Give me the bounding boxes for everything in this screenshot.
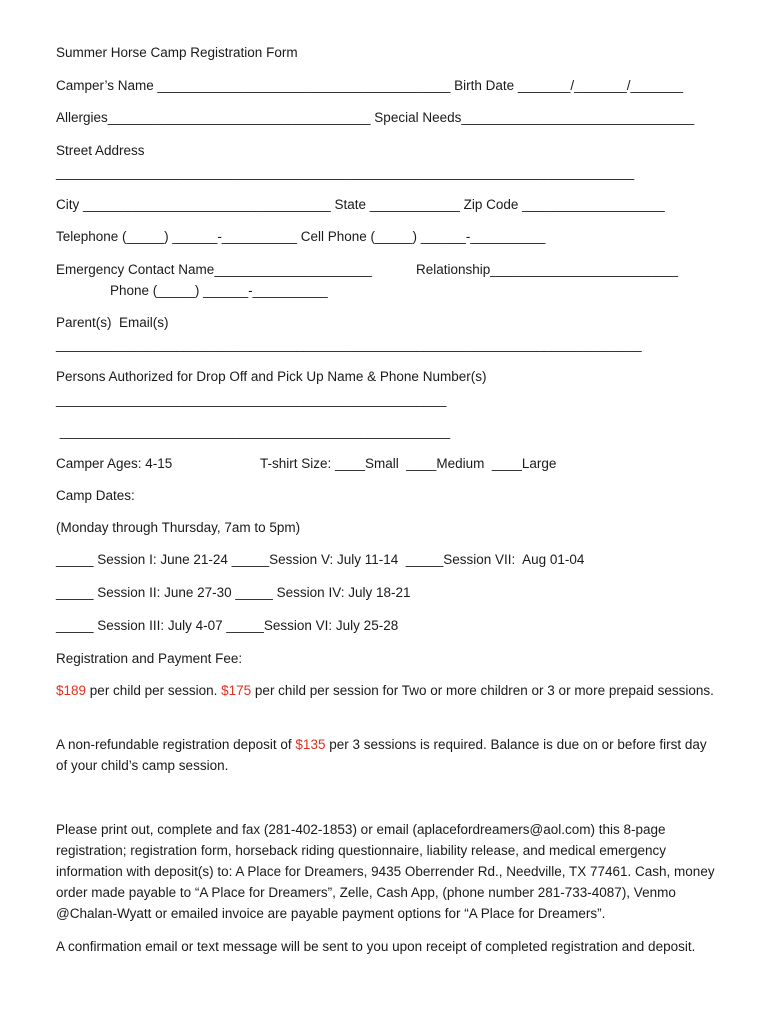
parent-email-line: ______________________________________________________________________________ <box>56 337 642 352</box>
emergency-phone-line: Phone (_____) ______-__________ <box>110 283 328 298</box>
camper-ages: Camper Ages: 4-15 <box>56 456 173 471</box>
deposit-paragraph <box>56 734 716 776</box>
emergency-contact-line: Emergency Contact Name_____________________ <box>56 262 372 277</box>
deposit-text-1: A non-refundable registration deposit of <box>56 737 296 752</box>
authorized-persons-line-1: ____________________________________________________ <box>56 392 447 407</box>
deposit-price: $135 <box>295 737 326 752</box>
camp-schedule: (Monday through Thursday, 7am to 5pm) <box>56 520 301 535</box>
sessions-row-2: _____ Session II: June 27-30 _____ Session IV: July 18-21 <box>56 585 411 600</box>
form-title: Summer Horse Camp Registration Form <box>56 45 298 60</box>
street-address-line: _____________________________________________________________________________ <box>56 165 635 180</box>
fee-label: Registration and Payment Fee: <box>56 651 243 666</box>
telephone-line: Telephone (_____) ______-__________ Cell Phone (_____) ______-__________ <box>56 229 546 244</box>
camper-name-birth-date-line: Camper’s Name _______________________________________ Birth Date _______/_______/_______ <box>56 78 684 93</box>
street-address-label: Street Address <box>56 143 145 158</box>
instructions-paragraph: Please print out, complete and fax (281-402-1853) or email (aplacefordreamers@aol.com) this 8-page registration; registration form, horseback riding questionnaire, liability release, and medical emergency information with deposit(s) to: A Place for Dreamers, 9435 Oberrender Rd., Needville, TX 77461. Cash, money order made payable to “A Place for Dreamers”, Zelle, Cash App, (phone number 281-733-4087), Venmo @Chalan-Wyatt or emailed invoice are payable payment options for “A Place for Dreamers”. <box>56 822 715 921</box>
city-state-zip-line: City _________________________________ State ____________ Zip Code ___________________ <box>56 197 665 212</box>
allergies-special-needs-line: Allergies___________________________________ Special Needs_______________________________ <box>56 110 695 125</box>
sessions-row-3: _____ Session III: July 4-07 _____Session VI: July 25-28 <box>56 618 399 633</box>
camp-dates-label: Camp Dates: <box>56 488 135 503</box>
price-multi-child: $175 <box>221 683 252 698</box>
fee-text-2: per child per session for Two or more children or 3 or more prepaid sessions. <box>251 683 714 698</box>
fee-paragraph <box>56 680 716 701</box>
relationship-line: Relationship_________________________ <box>416 262 678 277</box>
parent-email-label: Parent(s) Email(s) <box>56 315 169 330</box>
deposit-text-2: per 3 sessions is required. Balance is due on or before first day of your child’s camp session. <box>56 737 707 773</box>
confirmation-paragraph: A confirmation email or text message will be sent to you upon receipt of completed registration and deposit. <box>56 939 696 954</box>
fee-text-1: per child per session. <box>86 683 222 698</box>
sessions-row-1: _____ Session I: June 21-24 _____Session V: July 11-14 _____Session VII: Aug 01-04 <box>56 552 585 567</box>
price-per-session: $189 <box>56 683 87 698</box>
tshirt-size-line: T-shirt Size: ____Small ____Medium ____Large <box>260 456 557 471</box>
authorized-persons-line-2: ____________________________________________________ <box>56 424 451 439</box>
authorized-persons-label: Persons Authorized for Drop Off and Pick Up Name & Phone Number(s) <box>56 369 487 384</box>
